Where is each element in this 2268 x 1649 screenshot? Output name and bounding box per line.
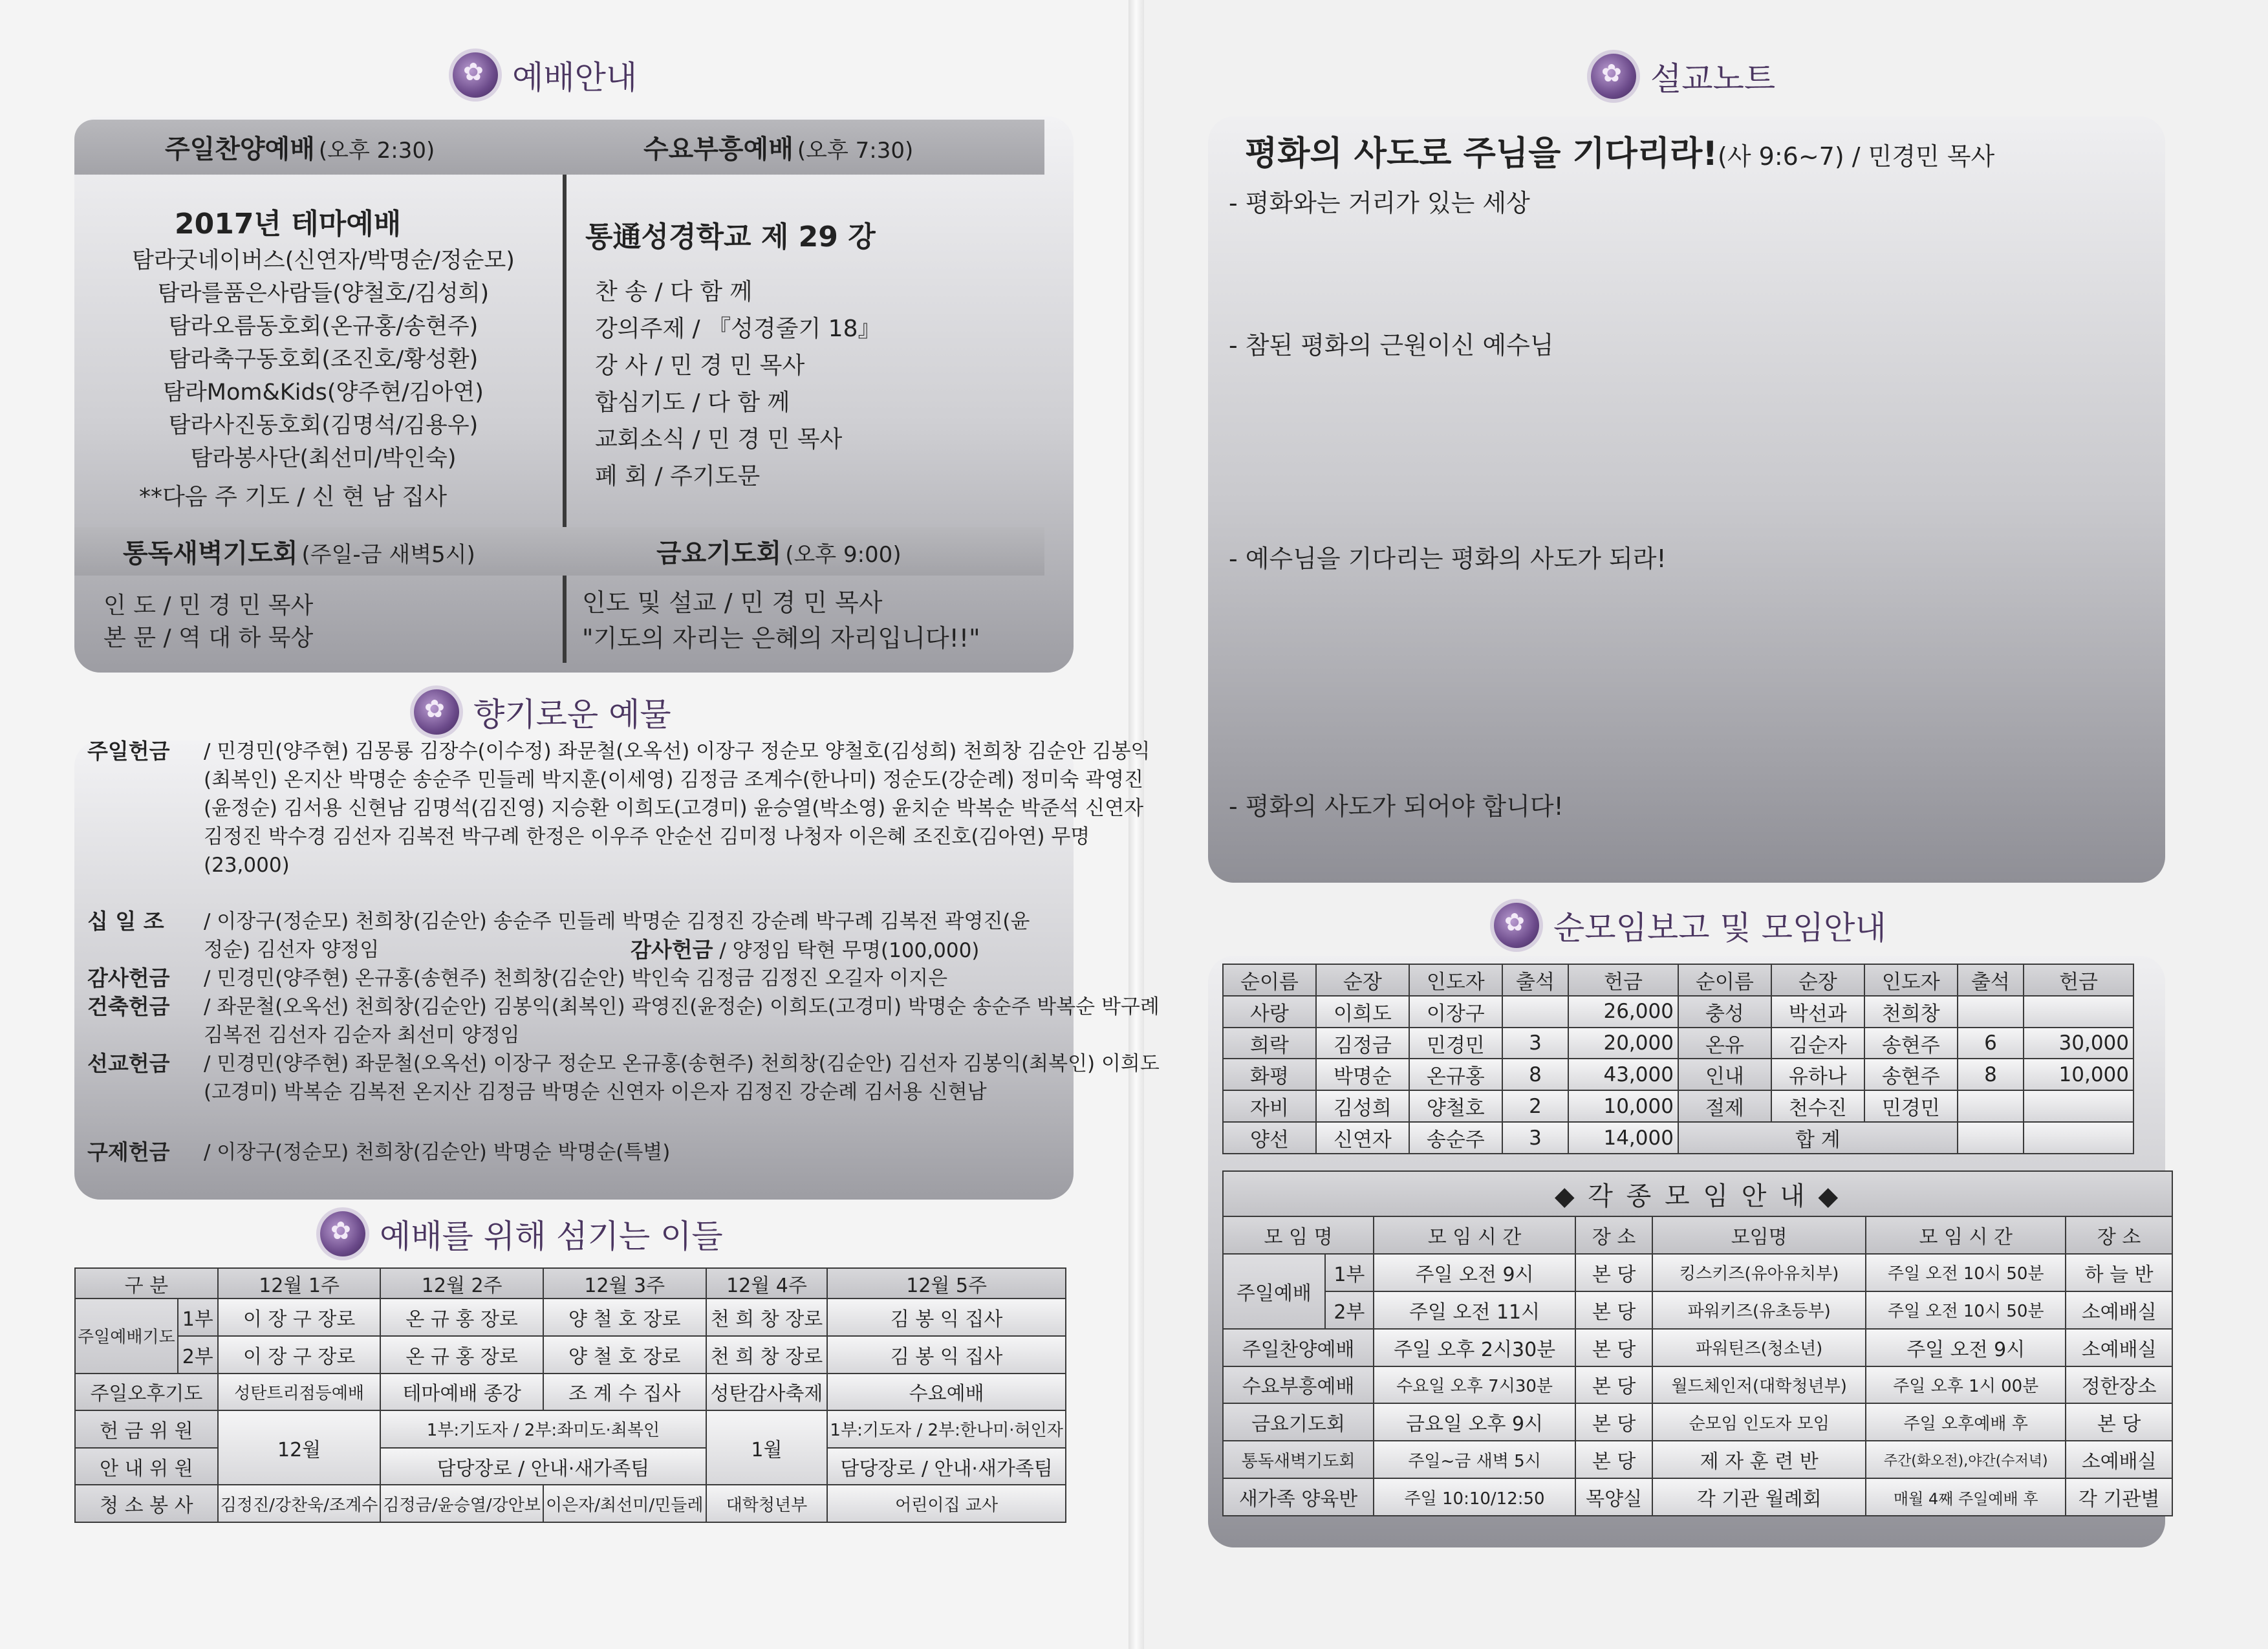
meetings-cell: 순모임 인도자 모임 bbox=[1652, 1403, 1866, 1441]
sermon-reference: (사 9:6~7) / 민경민 목사 bbox=[1718, 142, 1995, 171]
bible-school-title: 통通성경학교 제 29 강 bbox=[585, 221, 876, 253]
meetings-cell: 주일 오후 1시 00분 bbox=[1866, 1366, 2066, 1404]
group-header-cell: 인도자 bbox=[1864, 964, 1958, 996]
group-cell bbox=[2024, 1090, 2133, 1122]
meetings-cell: 목양실 bbox=[1575, 1478, 1652, 1516]
meetings-cell: 하 늘 반 bbox=[2066, 1254, 2172, 1291]
group-header-cell: 순장 bbox=[1316, 964, 1409, 996]
prayer-divider bbox=[563, 576, 567, 663]
school-item: 교회소식 / 민 경 민 목사 bbox=[595, 426, 843, 453]
group-cell bbox=[1958, 1090, 2024, 1122]
school-item: 강 사 / 민 경 민 목사 bbox=[595, 352, 805, 379]
servers-header-cell: 12월 1주 bbox=[218, 1268, 381, 1299]
next-prayer-note: **다음 주 기도 / 신 현 남 집사 bbox=[139, 484, 447, 510]
meetings-cell: 수요일 오후 7시30분 bbox=[1374, 1366, 1575, 1404]
group-cell: 10,000 bbox=[1568, 1090, 1678, 1122]
servers-cell: 양 철 호 장로 bbox=[543, 1299, 706, 1336]
meetings-header-cell: 장 소 bbox=[2066, 1216, 2172, 1254]
friday-motto: "기도의 자리는 은혜의 자리입니다!!" bbox=[582, 624, 980, 652]
group-cell: 인내 bbox=[1678, 1059, 1771, 1090]
meetings-cell: 주일 10:10/12:50 bbox=[1374, 1478, 1575, 1516]
bible-school-list bbox=[595, 274, 881, 495]
offering-category: 선교헌금 bbox=[87, 1051, 170, 1076]
theme-worship-title: 2017년 테마예배 bbox=[175, 208, 402, 241]
servers-cell: 김 봉 익 집사 bbox=[827, 1336, 1065, 1374]
group-cell: 10,000 bbox=[2024, 1059, 2133, 1090]
meetings-cell: 주일 오전 9시 bbox=[1866, 1329, 2066, 1366]
meetings-cell: 주일 오전 10시 50분 bbox=[1866, 1291, 2066, 1329]
offering-category: 주일헌금 bbox=[87, 738, 170, 764]
theme-item: 탐라를품은사람들(양철호/김성희) bbox=[157, 281, 490, 307]
servers-header-cell: 구 분 bbox=[75, 1268, 218, 1299]
servers-part-label: 1부 bbox=[178, 1299, 218, 1336]
group-header-cell: 인도자 bbox=[1409, 964, 1502, 996]
servers-cell: 온 규 홍 장로 bbox=[380, 1336, 543, 1374]
group-cell: 8 bbox=[1958, 1059, 2024, 1090]
wednesday-worship-title: 수요부흥예배 (오후 7:30) bbox=[643, 135, 914, 164]
friday-prayer-title: 금요기도회 (오후 9:00) bbox=[656, 539, 902, 568]
group-cell: 양철호 bbox=[1409, 1090, 1502, 1122]
group-cell: 8 bbox=[1502, 1059, 1568, 1090]
school-item: 합심기도 / 다 함 께 bbox=[595, 389, 790, 416]
group-cell bbox=[1958, 1122, 2024, 1154]
servers-cell: 온 규 홍 장로 bbox=[380, 1299, 543, 1336]
group-cell: 송현주 bbox=[1864, 1028, 1958, 1059]
offering-title-text: 향기로운 예물 bbox=[473, 696, 671, 733]
theme-item: 탐라굿네이버스(신연자/박명순/정순모) bbox=[132, 248, 515, 274]
group-cell: 김순자 bbox=[1771, 1028, 1864, 1059]
sunday-worship-title: 주일찬양예배 (오후 2:30) bbox=[165, 135, 435, 164]
meetings-cell: 월드체인저(대학청년부) bbox=[1652, 1366, 1866, 1404]
meetings-header-cell: 모임명 bbox=[1652, 1216, 1866, 1254]
offering-category: 건축헌금 bbox=[87, 994, 170, 1019]
meetings-name: 새가족 양육반 bbox=[1223, 1478, 1374, 1516]
group-header-cell: 출석 bbox=[1502, 964, 1568, 996]
servers-cell: 대학청년부 bbox=[706, 1485, 828, 1522]
meetings-header-cell: 모 임 시 간 bbox=[1374, 1216, 1575, 1254]
dawn-prayer-info bbox=[103, 590, 313, 654]
groups-section-title bbox=[1494, 902, 1886, 949]
group-header-cell: 순이름 bbox=[1223, 964, 1316, 996]
group-cell: 2 bbox=[1502, 1090, 1568, 1122]
flower-emblem-icon bbox=[1494, 903, 1539, 948]
servers-cell: 김 봉 익 집사 bbox=[827, 1299, 1065, 1336]
offering-category: 십 일 조 bbox=[87, 909, 164, 934]
servers-cell: 1부:기도자 / 2부:좌미도·최복인 bbox=[380, 1410, 706, 1448]
group-cell bbox=[2024, 1122, 2133, 1154]
servers-cell: 천 희 창 장로 bbox=[706, 1299, 828, 1336]
servers-cell: 김정금/윤승열/강안보 bbox=[380, 1485, 543, 1522]
servers-cell: 김정진/강찬욱/조계수 bbox=[218, 1485, 381, 1522]
group-cell: 30,000 bbox=[2024, 1028, 2133, 1059]
servers-cell: 조 계 수 집사 bbox=[543, 1374, 706, 1411]
group-cell: 민경민 bbox=[1409, 1028, 1502, 1059]
servers-row-label: 헌 금 위 원 bbox=[75, 1410, 218, 1448]
meetings-cell: 주일 오전 9시 bbox=[1374, 1254, 1575, 1291]
meetings-cell: 본 당 bbox=[1575, 1329, 1652, 1366]
meetings-cell: 주일 오후예배 후 bbox=[1866, 1403, 2066, 1441]
servers-cell: 담당장로 / 안내·새가족팀 bbox=[380, 1448, 706, 1485]
theme-item: 탐라봉사단(최선미/박인숙) bbox=[190, 446, 457, 471]
servers-header-cell: 12월 2주 bbox=[380, 1268, 543, 1299]
group-cell: 신연자 bbox=[1316, 1122, 1409, 1154]
servers-row-label: 주일오후기도 bbox=[75, 1374, 218, 1411]
servers-part-label: 2부 bbox=[178, 1336, 218, 1374]
meetings-header-cell: 모 임 시 간 bbox=[1866, 1216, 2066, 1254]
group-cell: 박선과 bbox=[1771, 996, 1864, 1028]
meetings-cell: 매월 4째 주일예배 후 bbox=[1866, 1478, 2066, 1516]
group-header-cell: 헌금 bbox=[2024, 964, 2133, 996]
servers-cell: 수요예배 bbox=[827, 1374, 1065, 1411]
group-header-cell: 순장 bbox=[1771, 964, 1864, 996]
meetings-name: 주일찬양예배 bbox=[1223, 1329, 1374, 1366]
group-cell: 3 bbox=[1502, 1122, 1568, 1154]
group-cell: 43,000 bbox=[1568, 1059, 1678, 1090]
offering-names: / 민경민(양주현) 온규홍(송현주) 천희창(김순안) 박인숙 김정금 김정진 오길자 이지은 bbox=[204, 967, 948, 990]
servers-cell: 이은자/최선미/민들레 bbox=[543, 1485, 706, 1522]
servers-header-cell: 12월 4주 bbox=[706, 1268, 828, 1299]
group-header-cell: 헌금 bbox=[1568, 964, 1678, 996]
theme-item: 탐라오름동호회(온규홍/송현주) bbox=[168, 314, 479, 339]
servers-cell: 양 철 호 장로 bbox=[543, 1336, 706, 1374]
servers-cell: 1부:기도자 / 2부:한나미·허인자 bbox=[827, 1410, 1065, 1448]
theme-item: 탐라축구동호회(조진호/황성환) bbox=[168, 347, 479, 372]
offering-category: 구제헌금 bbox=[87, 1139, 170, 1165]
group-header-cell: 순이름 bbox=[1678, 964, 1771, 996]
flower-emblem-icon bbox=[1591, 54, 1636, 99]
sermon-title: 평화의 사도로 주님을 기다리라! bbox=[1245, 135, 1718, 173]
meetings-name: 금요기도회 bbox=[1223, 1403, 1374, 1441]
meetings-cell: 본 당 bbox=[1575, 1403, 1652, 1441]
worship-header-bar bbox=[74, 120, 1044, 175]
group-cell: 양선 bbox=[1223, 1122, 1316, 1154]
group-cell: 천희창 bbox=[1864, 996, 1958, 1028]
friday-prayer-info bbox=[582, 585, 980, 656]
group-cell: 천수진 bbox=[1771, 1090, 1864, 1122]
dawn-item: 인 도 / 민 경 민 목사 bbox=[103, 592, 314, 619]
meetings-cell: 각 기관 월례회 bbox=[1652, 1478, 1866, 1516]
group-cell bbox=[1502, 996, 1568, 1028]
group-cell: 김정금 bbox=[1316, 1028, 1409, 1059]
meetings-table bbox=[1222, 1170, 2173, 1516]
meetings-cell: 주일~금 새벽 5시 bbox=[1374, 1441, 1575, 1478]
meetings-cell: 파워키즈(유초등부) bbox=[1652, 1291, 1866, 1329]
offering-names: / 좌문철(오옥선) 천희창(김순안) 김봉익(최복인) 곽영진(윤정순) 이희도(고경미) 박명순 송순주 박복순 박구례 김복전 김선자 김순자 최선미 양정임 bbox=[204, 995, 1160, 1047]
dawn-prayer-title: 통독새벽기도회 (주일-금 새벽5시) bbox=[123, 539, 475, 568]
meetings-cell: 본 당 bbox=[1575, 1441, 1652, 1478]
offering-category: 감사헌금 bbox=[631, 937, 713, 962]
school-item: 강의주제 / 『성경줄기 18』 bbox=[595, 316, 881, 342]
servers-cell: 이 장 구 장로 bbox=[218, 1299, 381, 1336]
friday-item: 인도 및 설교 / 민 경 민 목사 bbox=[582, 588, 883, 617]
meetings-cell: 주일 오후 2시30분 bbox=[1374, 1329, 1575, 1366]
servers-table bbox=[74, 1267, 1066, 1523]
servers-cell: 담당장로 / 안내·새가족팀 bbox=[827, 1448, 1065, 1485]
offering-section-title bbox=[414, 689, 671, 735]
offering-names: / 이장구(정순모) 천희창(김순안) 송순주 민들레 박명순 김정진 강순례 박구례 김복전 곽영진(윤정순) 김선자 양정임 bbox=[204, 910, 1030, 962]
group-cell: 화평 bbox=[1223, 1059, 1316, 1090]
sermon-point: - 평화와는 거리가 있는 세상 bbox=[1229, 189, 1530, 217]
servers-header-cell: 12월 3주 bbox=[543, 1268, 706, 1299]
meetings-cell: 소예배실 bbox=[2066, 1291, 2172, 1329]
group-cell: 20,000 bbox=[1568, 1028, 1678, 1059]
meetings-header-cell: 모 임 명 bbox=[1223, 1216, 1374, 1254]
meetings-cell: 주일 오전 10시 50분 bbox=[1866, 1254, 2066, 1291]
group-cell: 6 bbox=[1958, 1028, 2024, 1059]
servers-cell: 어린이집 교사 bbox=[827, 1485, 1065, 1522]
servers-cell: 천 희 창 장로 bbox=[706, 1336, 828, 1374]
group-cell: 절제 bbox=[1678, 1090, 1771, 1122]
group-cell bbox=[2024, 996, 2133, 1028]
meetings-cell: 금요일 오후 9시 bbox=[1374, 1403, 1575, 1441]
theme-item: 탐라Mom&Kids(양주현/김아연) bbox=[163, 380, 484, 405]
school-item: 찬 송 / 다 함 께 bbox=[595, 279, 753, 305]
servers-row-label: 청 소 봉 사 bbox=[75, 1485, 218, 1522]
meetings-cell: 각 기관별 bbox=[2066, 1478, 2172, 1516]
group-cell bbox=[1958, 996, 2024, 1028]
servers-month: 1월 bbox=[706, 1410, 828, 1485]
group-cell: 박명순 bbox=[1316, 1059, 1409, 1090]
group-header-cell: 출석 bbox=[1958, 964, 2024, 996]
servers-cell: 성탄트리점등예배 bbox=[218, 1374, 381, 1411]
servers-row-label: 안 내 위 원 bbox=[75, 1448, 218, 1485]
groups-title-text: 순모임보고 및 모임안내 bbox=[1553, 909, 1886, 947]
sermon-point: - 참된 평화의 근원이신 예수님 bbox=[1229, 331, 1554, 360]
offering-names: / 민경민(양주현) 김몽룡 김장수(이수정) 좌문철(오옥선) 이장구 정순모 양철호(김성희) 천희창 김순안 김봉익(최복인) 온지산 박명순 송순주 민들레 박지훈(이세영) 김정금 조계수(한나미) 정순도(강순례) 정미숙 곽영진(윤정순) 김서용 신현남 김명석(김진영) 지승환 이희도(고경미) 윤승열(박소영) 윤치순 박복순 박준석 신연자 김정진 박수경 김선자 김복전 박구례 한정은 이우주 안순선 김미정 나청자 이은혜 조진호(김아연) 무명(23,000) bbox=[204, 740, 1150, 877]
sermon-heading bbox=[1245, 126, 1994, 175]
group-cell: 3 bbox=[1502, 1028, 1568, 1059]
meetings-name: 통독새벽기도회 bbox=[1223, 1441, 1374, 1478]
meetings-header-cell: 장 소 bbox=[1575, 1216, 1652, 1254]
group-cell: 송순주 bbox=[1409, 1122, 1502, 1154]
group-cell: 온유 bbox=[1678, 1028, 1771, 1059]
school-item: 폐 회 / 주기도문 bbox=[595, 463, 761, 490]
group-cell: 희락 bbox=[1223, 1028, 1316, 1059]
group-total-label: 합 계 bbox=[1678, 1122, 1958, 1154]
dawn-item: 본 문 / 역 대 하 묵상 bbox=[103, 625, 314, 651]
meetings-cell: 킹스키즈(유아유치부) bbox=[1652, 1254, 1866, 1291]
meetings-cell: 본 당 bbox=[1575, 1366, 1652, 1404]
servers-title-text: 예배를 위해 섬기는 이들 bbox=[380, 1218, 723, 1255]
meetings-cell: 본 당 bbox=[2066, 1403, 2172, 1441]
servers-header-cell: 12월 5주 bbox=[827, 1268, 1065, 1299]
meetings-cell: 주일 오전 11시 bbox=[1374, 1291, 1575, 1329]
meetings-title: ◆ 각 종 모 임 안 내 ◆ bbox=[1223, 1171, 2172, 1216]
group-cell: 온규홍 bbox=[1409, 1059, 1502, 1090]
flower-emblem-icon bbox=[453, 52, 498, 98]
offering-names: / 이장구(정순모) 천희창(김순안) 박명순 박명순(특별) bbox=[204, 1141, 671, 1164]
meetings-cell: 정한장소 bbox=[2066, 1366, 2172, 1404]
servers-section-title bbox=[320, 1211, 723, 1257]
sermon-box bbox=[1208, 116, 2165, 883]
servers-month: 12월 bbox=[218, 1410, 381, 1485]
sermon-section-title bbox=[1591, 53, 1775, 100]
servers-cell: 이 장 구 장로 bbox=[218, 1336, 381, 1374]
group-cell: 김성희 bbox=[1316, 1090, 1409, 1122]
offering-names: / 양정임 탁현 무명(100,000) bbox=[719, 939, 980, 962]
theme-item: 탐라사진동호회(김명석/김용우) bbox=[168, 413, 479, 438]
flower-emblem-icon bbox=[320, 1211, 365, 1256]
meetings-part: 1부 bbox=[1325, 1254, 1374, 1291]
group-cell: 충성 bbox=[1678, 996, 1771, 1028]
servers-cell: 테마예배 종강 bbox=[380, 1374, 543, 1411]
meetings-name: 수요부흥예배 bbox=[1223, 1366, 1374, 1404]
offering-category: 감사헌금 bbox=[87, 965, 170, 991]
offering-thanks-extra bbox=[631, 936, 979, 965]
meetings-part: 2부 bbox=[1325, 1291, 1374, 1329]
servers-cell: 성탄감사축제 bbox=[706, 1374, 828, 1411]
group-cell: 이희도 bbox=[1316, 996, 1409, 1028]
group-cell: 14,000 bbox=[1568, 1122, 1678, 1154]
group-cell: 자비 bbox=[1223, 1090, 1316, 1122]
worship-section-title bbox=[453, 52, 637, 98]
group-cell: 이장구 bbox=[1409, 996, 1502, 1028]
group-report-table bbox=[1222, 964, 2134, 1154]
flower-emblem-icon bbox=[414, 689, 459, 735]
worship-divider bbox=[563, 175, 567, 527]
meetings-cell: 제 자 훈 련 반 bbox=[1652, 1441, 1866, 1478]
prayer-header-bar bbox=[74, 527, 1044, 576]
group-cell: 민경민 bbox=[1864, 1090, 1958, 1122]
sermon-point: - 예수님을 기다리는 평화의 사도가 되라! bbox=[1229, 544, 1667, 573]
offering-names: / 민경민(양주현) 좌문철(오옥선) 이장구 정순모 온규홍(송현주) 천희창(김순안) 김선자 김봉익(최복인) 이희도(고경미) 박복순 김복전 온지산 김정금 박명순 신연자 이은자 김정진 강순례 김서용 신현남 bbox=[204, 1052, 1160, 1104]
group-cell: 사랑 bbox=[1223, 996, 1316, 1028]
meetings-cell: 파워틴즈(청소년) bbox=[1652, 1329, 1866, 1366]
meetings-cell: 소예배실 bbox=[2066, 1441, 2172, 1478]
group-cell: 26,000 bbox=[1568, 996, 1678, 1028]
servers-row-label: 주일예배기도 bbox=[75, 1299, 178, 1373]
group-cell: 유하나 bbox=[1771, 1059, 1864, 1090]
sermon-point: - 평화의 사도가 되어야 합니다! bbox=[1229, 792, 1564, 821]
group-cell: 송현주 bbox=[1864, 1059, 1958, 1090]
meetings-cell: 본 당 bbox=[1575, 1291, 1652, 1329]
meetings-cell: 소예배실 bbox=[2066, 1329, 2172, 1366]
theme-worship-list bbox=[129, 244, 517, 475]
meetings-cell: 주간(화오전),야간(수저녁) bbox=[1866, 1441, 2066, 1478]
sermon-title-text: 설교노트 bbox=[1650, 60, 1776, 98]
meetings-name: 주일예배 bbox=[1223, 1254, 1325, 1329]
meetings-cell: 본 당 bbox=[1575, 1254, 1652, 1291]
worship-title-text: 예배안내 bbox=[512, 59, 638, 96]
